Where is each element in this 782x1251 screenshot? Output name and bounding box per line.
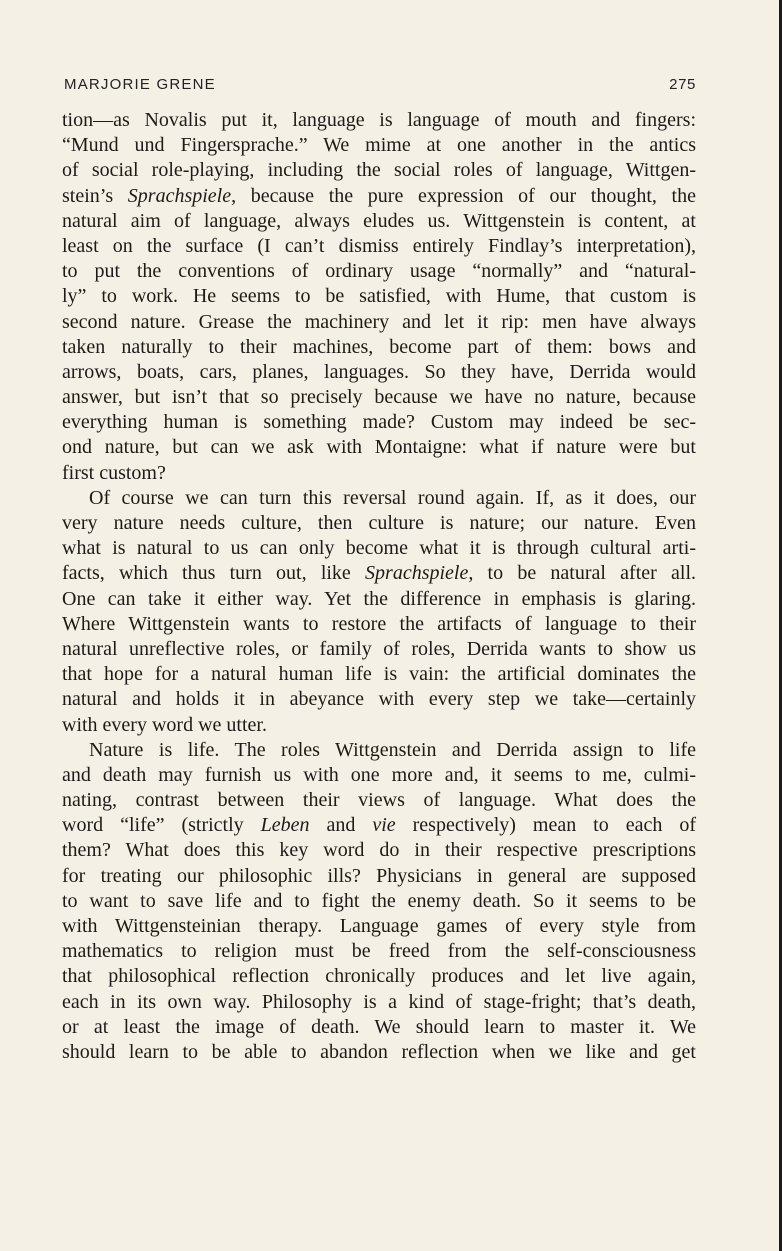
text-line: and death may furnish us with one more and, it seems to me, culmi-: [62, 763, 696, 786]
text-line: natural aim of language, always eludes us. Wittgenstein is content, at: [62, 209, 696, 232]
italic-term: Sprachspiele: [365, 562, 469, 585]
text-line: mathematics to religion must be freed from the self-consciousness: [62, 940, 696, 963]
italic-term: vie: [372, 814, 396, 837]
author-name: MARJORIE GRENE: [64, 76, 216, 93]
text-line: answer, but isn’t that so precisely because we have no nature, because: [62, 386, 696, 409]
text-line: second nature. Grease the machinery and let it rip: men have always: [62, 310, 696, 333]
text-line: Of course we can turn this reversal round again. If, as it does, our: [89, 486, 696, 509]
running-head: [64, 76, 696, 93]
text-line: everything human is something made? Custom may indeed be sec-: [62, 411, 696, 434]
text-line: ly” to work. He seems to be satisfied, with Hume, that custom is: [62, 285, 696, 308]
text-line: natural unreflective roles, or family of roles, Derrida wants to show us: [62, 637, 696, 660]
text-line: “Mund und Fingersprache.” We mime at one another in the antics: [62, 134, 696, 157]
text-line: that hope for a natural human life is vain: the artificial dominates the: [62, 663, 696, 686]
text-line: One can take it either way. Yet the difference in emphasis is glaring.: [62, 587, 696, 610]
text-line: tion—as Novalis put it, language is language of mouth and fingers:: [62, 109, 696, 131]
text-line: with Wittgensteinian therapy. Language games of every style from: [62, 915, 696, 937]
text-line: for treating our philosophic ills? Physicians in general are supposed: [62, 864, 696, 887]
text-line: or at least the image of death. We should learn to master it. We: [62, 1015, 696, 1038]
text-line: ond nature, but can we ask with Montaigne: what if nature were but: [62, 436, 696, 459]
page-number: 275: [669, 76, 696, 93]
text-line: very nature needs culture, then culture is nature; our nature. Even: [62, 512, 696, 534]
text-line: to want to save life and to fight the enemy death. So it seems to be: [62, 889, 696, 912]
text-line: word “life” (strictly Leben and vie respectively) mean to each of: [62, 814, 696, 837]
text-line: should learn to be able to abandon reflection when we like and get: [62, 1040, 696, 1063]
text-line: facts, which thus turn out, like Sprachspiele, to be natural after all.: [62, 562, 696, 585]
text-line: least on the surface (I can’t dismiss entirely Findlay’s interpretation),: [62, 234, 696, 257]
text-line: taken naturally to their machines, become part of them: bows and: [62, 335, 696, 358]
text-line: arrows, boats, cars, planes, languages. So they have, Derrida would: [62, 360, 696, 383]
text-line: to put the conventions of ordinary usage “normally” and “natural-: [62, 260, 696, 283]
italic-term: Sprachspiele: [127, 184, 232, 207]
text-line: with every word we utter.: [62, 713, 267, 736]
text-line: stein’s Sprachspiele, because the pure expression of our thought, the: [62, 184, 696, 207]
text-line: what is natural to us can only become what it is through cultural arti-: [62, 537, 696, 560]
text-line: each in its own way. Philosophy is a kind of stage-fright; that’s death,: [62, 990, 696, 1013]
text-line: of social role-playing, including the social roles of language, Wittgen-: [62, 159, 696, 182]
text-line: natural and holds it in abeyance with every step we take—certainly: [62, 688, 696, 711]
text-line: Where Wittgenstein wants to restore the artifacts of language to their: [62, 612, 696, 635]
text-line: first custom?: [62, 461, 166, 484]
text-line: Nature is life. The roles Wittgenstein and Derrida assign to life: [89, 738, 696, 761]
italic-term: Leben: [260, 814, 310, 837]
text-line: them? What does this key word do in their respective prescriptions: [62, 839, 696, 862]
text-line: nating, contrast between their views of language. What does the: [62, 789, 696, 812]
text-line: that philosophical reflection chronically produces and let live again,: [62, 965, 696, 988]
body-text: [62, 108, 696, 1065]
